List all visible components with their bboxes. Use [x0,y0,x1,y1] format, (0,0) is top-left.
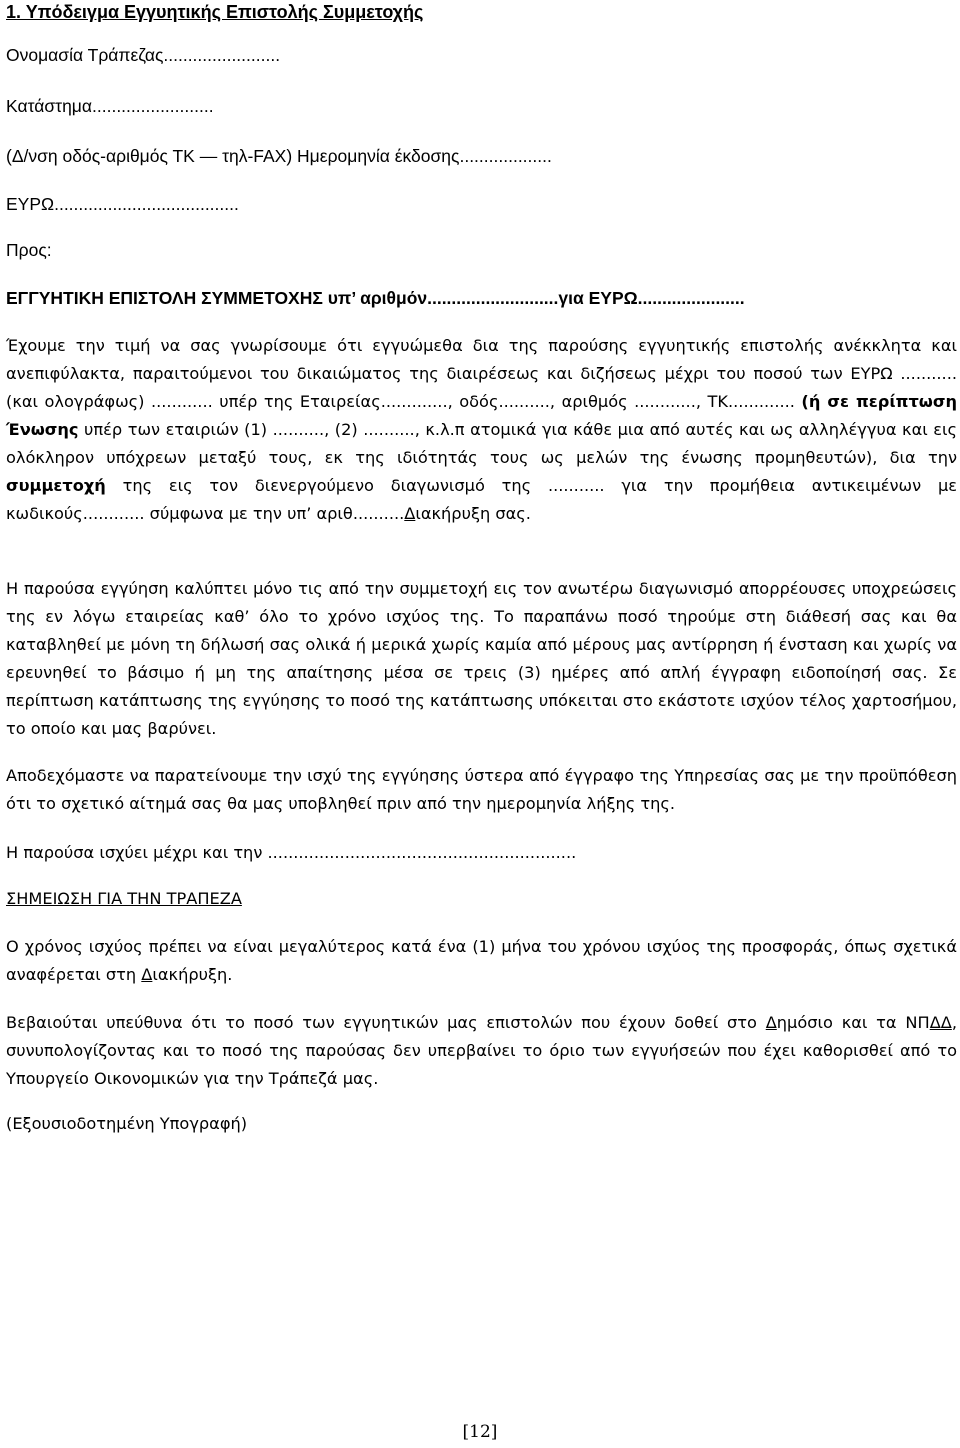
extension-paragraph: Αποδεχόμαστε να παρατείνουμε την ισχύ της εγγύησης ύστερα από έγγραφο της Υπηρεσίας σας με την προϋπόθεση ότι το σχετικό αίτημά σας θα μας υποβληθεί πριν από την ημερομηνία λήξης της. [6,766,957,813]
underlined-letters: ΔΔ [929,1013,952,1032]
euro-line: ΕΥΡΩ...................................... [6,194,239,214]
coverage-paragraph: Η παρούσα εγγύηση καλύπτει μόνο τις από την συμμετοχή εις τον ανωτέρω διαγωνισμό απορρέουσες υποχρεώσεις της εν λόγω εταιρείας καθ’ όλο το χρόνο ισχύος της. Το παραπάνω ποσό τηρούμε στη διάθεσή σας και θα καταβληθεί με μόνη τη δήλωσή σας ολικά ή μερικά χωρίς καμία από μέρους μας αντίρρηση ή ένσταση και χωρίς να ερευνηθεί το βάσιμο ή μη της απαίτησης μέσα σε τρεις (3) ημέρες από απλή έγγραφη ειδοποίησή σας. Σε περίπτωση κατάπτωσης της εγγύησης το ποσό της κατάπτωσης υπόκειται στο εκάστοτε ισχύον τέλος χαρτοσήμου, το οποίο και μας βαρύνει. [6,579,957,738]
paragraph-text: Έχουμε την τιμή να σας γνωρίσουμε ότι εγγυώμεθα δια της παρούσης εγγυητικής επιστολής ανέκκλητα και ανεπιφύλακτα, παραιτούμενοι του δικαιώματος της διαιρέσεως και διζήσεως μέχρι του ποσού των ΕΥΡΩ ........... (και ολογράφως) ............ υπέρ της Εταιρείας............., οδός.........., αριθμός ............, ΤΚ............. [6,336,957,411]
address-line: (Δ/νση οδός-αριθμός ΤΚ — τηλ-FAX) Ημερομηνία έκδοσης................... [6,146,552,166]
underlined-letter: Δ [404,504,416,523]
paragraph-bold-text: συμμετοχή [6,476,106,495]
branch-line: Κατάστημα......................... [6,96,214,116]
document-title: 1. Υπόδειγμα Εγγυητικής Επιστολής Συμμετοχής [6,2,424,22]
guarantee-heading: ΕΓΓΥΗΤΙΚΗ ΕΠΙΣΤΟΛΗ ΣΥΜΜΕΤΟΧΗΣ υπ’ αριθμόν...........................για ΕΥΡΩ...................... [6,288,745,308]
underlined-letter: Δ [765,1013,777,1032]
validity-note-paragraph [6,933,957,989]
paragraph-text: της εις τον διενεργούμενο διαγωνισμό της ........... για την προμήθεια αντικειμένων με κωδικούς............ σύμφωνα με την υπ’ αριθ.......... [6,476,957,523]
guarantee-paragraph [6,332,957,528]
paragraph-text: ημόσιο και τα ΝΠ [776,1013,930,1032]
certification-paragraph [6,1009,957,1093]
page-number: [12] [462,1422,498,1442]
signature-line: (Εξουσιοδοτημένη Υπογραφή) [6,1114,248,1133]
paragraph-text: ιακήρυξη σας. [415,504,531,523]
paragraph-text: Ο χρόνος ισχύος πρέπει να είναι μεγαλύτερος κατά ένα (1) μήνα του χρόνου ισχύος της προσφοράς, όπως σχετικά αναφέρεται στη [6,937,957,984]
paragraph-text: , συνυπολογίζοντας και το ποσό της παρούσας δεν υπερβαίνει το όριο των εγγυήσεών που έχει καθορισθεί από το Υπουργείο Οικονομικών για την Τράπεζά μας. [6,1013,957,1088]
paragraph-text: ιακήρυξη. [152,965,233,984]
paragraph-text: υπέρ των εταιριών (1) .........., (2) .........., κ.λ.π ατομικά για κάθε μια από αυτές και ως αλληλέγγυα και εις ολόκληρον υπόχρεων μεταξύ τους, εκ της ιδιότητάς τους ως μελών της ένωσης προμηθευτών), δια την [6,420,957,467]
validity-paragraph: Η παρούσα ισχύει μέχρι και την ............................................................ [6,843,577,862]
recipient-line: Προς: [6,240,52,260]
paragraph-bold-text: (ή σε περίπτωση Ένωσης [6,392,958,439]
paragraph-text: Βεβαιούται υπεύθυνα ότι το ποσό των εγγυητικών μας επιστολών που έχουν δοθεί στο [6,1013,766,1032]
underlined-letter: Δ [141,965,153,984]
bank-note-heading: ΣΗΜΕΙΩΣΗ ΓΙΑ ΤΗΝ ΤΡΑΠΕΖΑ [6,889,242,908]
bank-name-line: Ονομασία Τράπεζας........................ [6,45,281,65]
